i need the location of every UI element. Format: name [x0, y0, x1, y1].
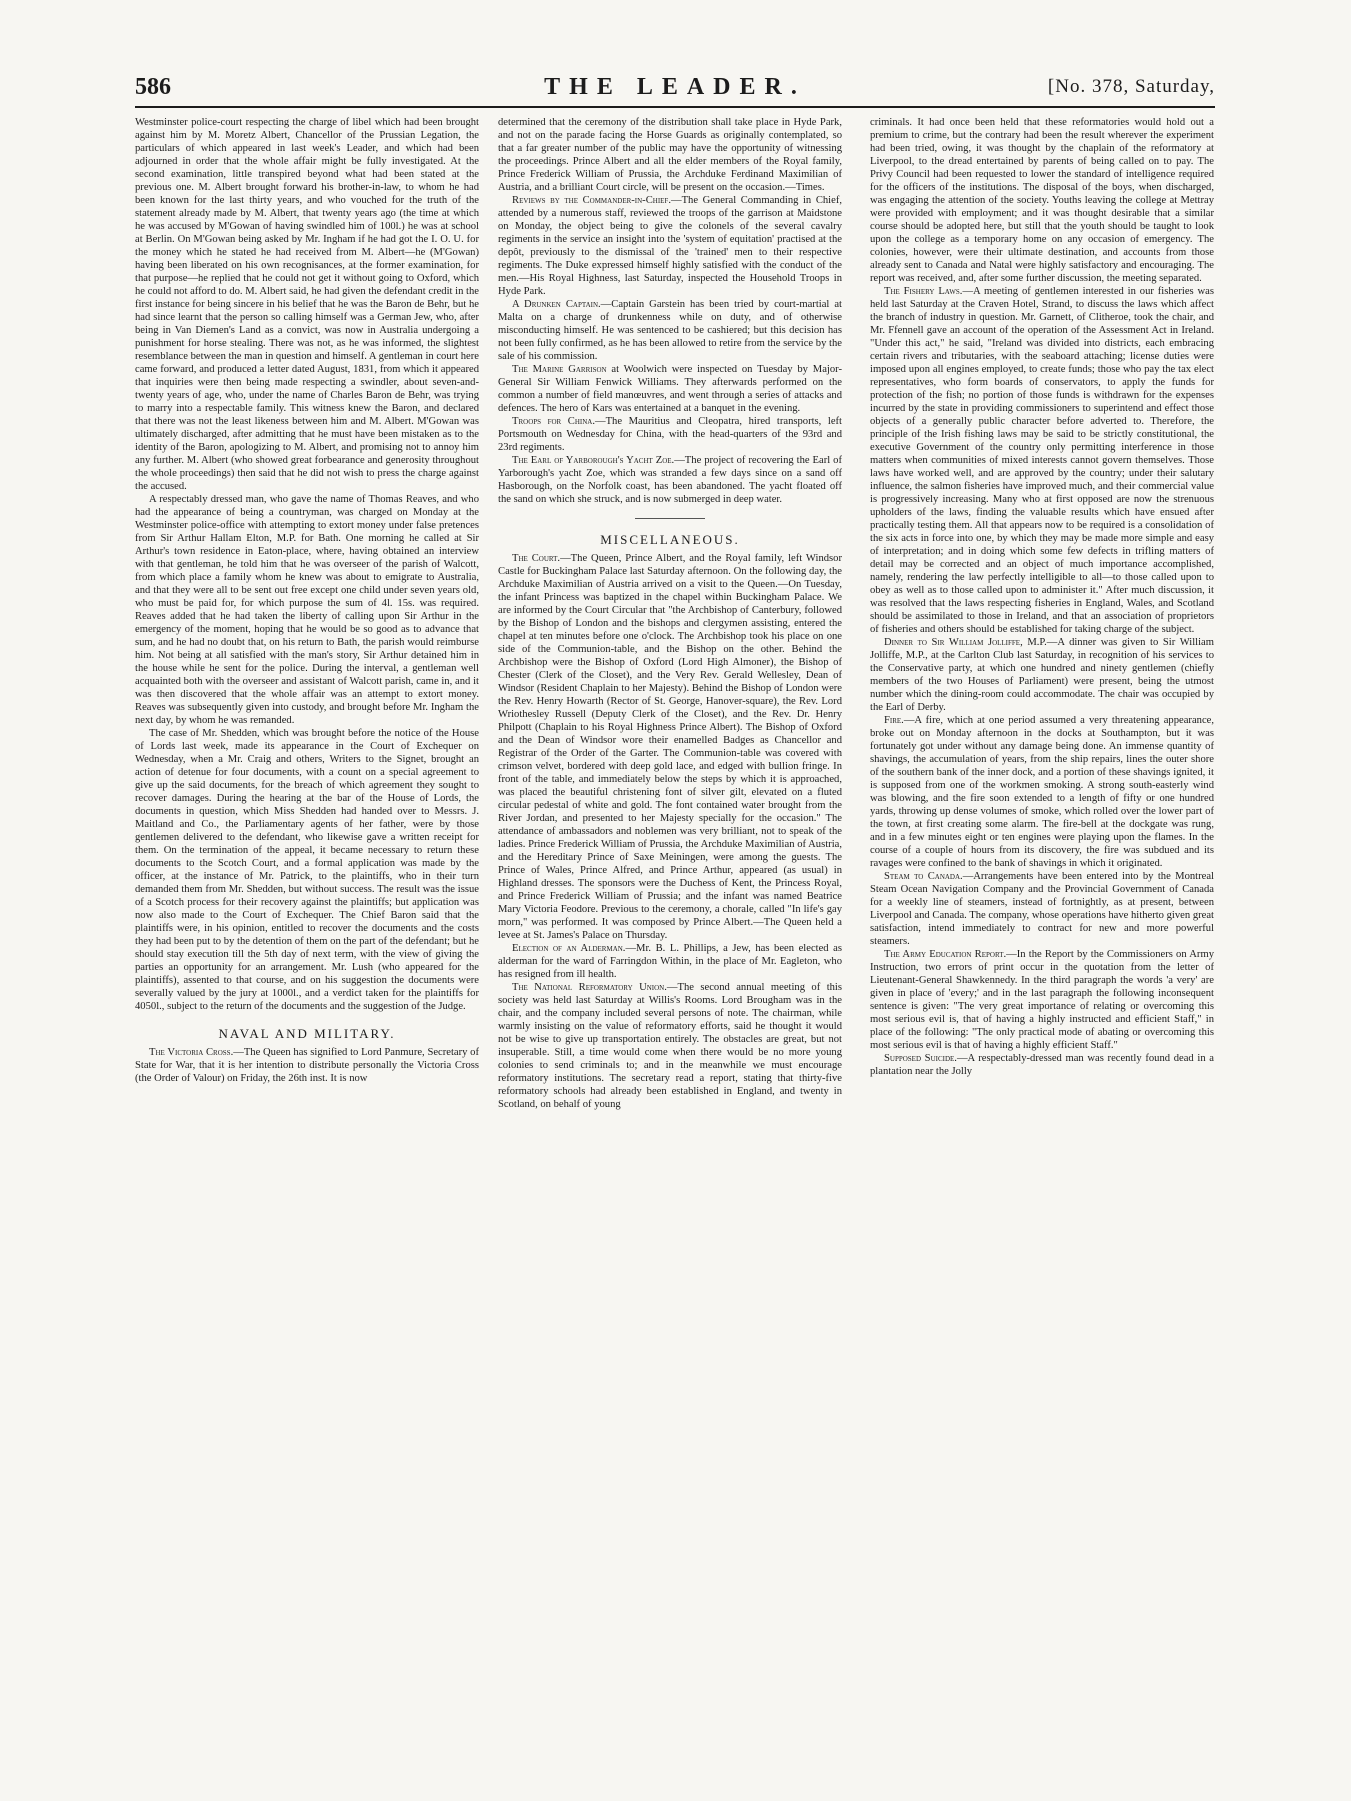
- page-number: 586: [135, 74, 171, 100]
- section-heading: NAVAL AND MILITARY.: [218, 1026, 396, 1041]
- article-text: A respectably dressed man, who gave the name of Thomas Reaves, and who had the appearance of being a countryman, was charged on Monday at the Westminster police-office with attempting to extort money under false pretences from Sir Arthur Hallam Elton, M.P. for Bath. One morning he called at Sir Arthur's town residence in Eaton-place, where, having obtained an interview with that gentleman, he told him that he was overseer of the parish of Walcott, from which place a family whom he knew was about to emigrate to Australia, and that they were all to be sent out free except one child under seven years old, who must be paid for, for which purpose the sum of 4l. 15s. was required. Reaves added that he had taken the liberty of calling upon Sir Arthur in the emergency of the moment, hoping that he would be so good as to advance that sum, and he had no doubt that, on his return to Bath, the parish would reimburse him. Not being at all satisfied with the man's story, Sir Arthur detained him in the house while he sent for the police. During the interval, a gentleman well acquainted both with the overseer and assistant of Walcott parish, came in, and it was then discovered that the whole affair was an attempt to extort money. Reaves was subsequently given into custody, and brought before Mr. Ingham the next day, by whom he was remanded.: [135, 494, 479, 726]
- article-paragraph: [498, 454, 842, 506]
- article-paragraph: [498, 194, 842, 298]
- article-text: —The second annual meeting of this society was held last Saturday at Willis's Rooms. Lord Brougham was in the chair, and the company included several persons of note. The chairman, while warmly insisting on the value of reformatory efforts, said he thought it would not be wise to give up transportation entirely. The obstacles are great, but not insuperable. Still, a time would come when there would be no more young colonies to send criminals to; and in the meanwhile we must encourage reformatory institutions. The secretary read a report, stating that thirty-five reformatory schools had already been established in England, and twenty in Scotland, on behalf of young: [498, 982, 842, 1110]
- article-lead: Election of an Alderman.: [512, 943, 626, 954]
- article-text: —The Mauritius and Cleopatra, hired transports, left Portsmouth on Wednesday for China, with the head-quarters of the 93rd and 23rd regiments.: [498, 416, 842, 453]
- article-text: —The Queen, Prince Albert, and the Royal family, left Windsor Castle for Buckingham Palace last Saturday afternoon. On the following day, the Archduke Maximilian of Austria arrived on a visit to the Queen.—On Tuesday, the infant Princess was baptized in the chapel within Buckingham Palace. We are informed by the Court Circular that "the Archbishop of Canterbury, followed by the Bishop of London and the bishops and clergymen assisting, entered the chapel at ten minutes before one o'clock. The Archbishop took his place on one side of the Communion-table, and the Bishop on the other. Behind the Archbishop were the Bishop of Oxford (Lord High Almoner), the Bishop of Chester (Clerk of the Closet), and the Very Rev. Gerald Wellesley, Dean of Windsor (Resident Chaplain to her Majesty). Behind the Bishop of London were the Rev. Henry Howarth (Rector of St. George, Hanover-square), the Rev. Lord Wriothesley Russell (Deputy Clerk of the Closet), and the Rev. Dr. Henry Philpott (Chaplain to his Royal Highness Prince Albert). The Bishop of Oxford and the Dean of Windsor wore their enamelled Badges as Chancellor and Registrar of the Order of the Garter. The Communion-table was covered with crimson velvet, bordered with deep gold lace, and edged with bullion fringe. In front of the table, and immediately below the steps by which it is approached, was placed the beautiful christening font of silver gilt, elevated on a fluted circular pedestal of white and gold. The font contained water brought from the River Jordan, and presented to her Majesty specially for the occasion." The attendance of ambassadors and noblemen was very brilliant, not to speak of the ladies. Prince Frederick William of Prussia, the Archduke Maximilian of Austria, and the Hereditary Prince of Saxe Meiningen, were among the guests. The Prince of Wales, Prince Alfred, and Prince Arthur, appeared (as usual) in Highland dresses. The sponsors were the Duchess of Kent, the Princess Royal, and Prince Frederick William of Prussia; and the infant was named Beatrice Mary Victoria Feodore. Previous to the ceremony, a chorale, called "In life's gay morn," was performed. It was composed by Prince Albert.—The Queen held a levee at St. James's Palace on Thursday.: [498, 553, 842, 941]
- masthead: [135, 74, 1215, 104]
- article-paragraph: [498, 298, 842, 363]
- article-paragraph: [498, 363, 842, 415]
- article-lead: The Earl of Yarborough's Yacht Zoe.: [512, 455, 675, 466]
- article-lead: Dinner to Sir William Jolliffe, M.P.: [884, 637, 1047, 648]
- article-lead: Supposed Suicide.: [884, 1053, 957, 1064]
- article-lead: The Victoria Cross.: [149, 1047, 234, 1058]
- article-text: —A respectably-dressed man was recently found dead in a plantation near the Jolly: [870, 1053, 1214, 1077]
- article-lead: Fire.: [884, 715, 904, 726]
- article-lead: The National Reformatory Union.: [512, 982, 667, 993]
- article-lead: The Court.: [512, 553, 561, 564]
- article-lead: Reviews by the Commander-in-Chief.: [512, 195, 671, 206]
- section-divider: [635, 518, 705, 519]
- article-text: —The project of recovering the Earl of Yarborough's yacht Zoe, which was stranded a few days since on a sand off Hasborough, on the Norfolk coast, has been abandoned. The yacht floated off the sand on which she struck, and is now submerged in deep water.: [498, 455, 842, 505]
- article-paragraph: [498, 415, 842, 454]
- article-lead: Steam to Canada.: [884, 871, 963, 882]
- article-paragraph: [135, 1046, 479, 1085]
- article-text: —A fire, which at one period assumed a very threatening appearance, broke out on Monday afternoon in the docks at Southampton, but it was fortunately got under without any damage being done. An immense quantity of shavings, the accumulation of years, from the ship repairs, lines the outer shore of the southern bank of the inner dock, and a portion of these shavings ignited, it is supposed from one of the workmen smoking. A strong south-easterly wind was blowing, and the fire soon extended to a length of fifty or one hundred yards, throwing up dense volumes of smoke, which rolled over the lower part of the town, at first creating some alarm. The fire-bell at the dockgate was rung, and in a few minutes eight or ten engines were playing upon the flames. In the course of a couple of hours from its discovery, the fire was subdued and its ravages were confined to the bank of shavings in which it originated.: [870, 715, 1214, 869]
- article-text: Westminster police-court respecting the charge of libel which had been brought against him by M. Moretz Albert, Chancellor of the Prussian Legation, the particulars of which appeared in last week's Leader, and which had been adjourned in order that the whole affair might be fully investigated. At the second examination, little transpired beyond what had been stated at the previous one. M. Albert brought forward his brother-in-law, to whom he had been known for the last thirty years, and who vouched for the truth of the statement already made by M. Albert, that twenty years ago (the time at which he was accused by M'Gowan of having swindled him of 100l.) he was at school at Berlin. On M'Gowan being asked by Mr. Ingham if he had got the I. O. U. for the money which he stated he had received from M. Albert—he (M'Gowan) having been liberated on his own recognisances, at the former examination, for that purpose—he replied that he could not get it without going to Oxford, which he could not afford to do. M. Albert said, he had given the defendant credit in the first instance for being sincere in his belief that he was the Baron de Behr, but he had since learnt that the person so calling himself was a German Jew, who, after being in Van Diemen's Land as a convict, was now in Australia undergoing a punishment for horse stealing. There was not, as he was informed, the slightest resemblance between the man in question and himself. A gentleman in court here came forward, and produced a letter dated August, 1831, from which it appeared that inquiries were then being made respecting a swindler, about seven-and-twenty years of age, who, under the name of Charles Baron de Behr, was trying to marry into a respectable family. This witness knew the Baron, and declared that there was not the least likeness between him and M. Albert. M'Gowan was ultimately discharged, after admitting that he must have been mistaken as to the identity of the Baron, apologizing to M. Albert, and promising not to annoy him any further. M. Albert (who showed great forbearance and generosity throughout the whole proceedings) then said that he did not wish to press the charge against the accused.: [135, 117, 479, 492]
- article-text: —The Queen has signified to Lord Panmure, Secretary of State for War, that it is her intention to distribute personally the Victoria Cross (the Order of Valour) on Friday, the 26th inst. It is now: [135, 1047, 479, 1084]
- article-text: —In the Report by the Commissioners on Army Instruction, two errors of print occur in the quotation from the letter of Lieutenant-General Shawkennedy. In the third paragraph the words 'a very' are given in place of 'every;' and in the last paragraph the following inconsequent sentence is given: "The very great importance of relating or overcoming this most serious evil is, that of having a highly instructed and efficient Staff," in place of the following: "The only practical mode of abating or overcoming this most serious evil is that of having a highly efficient Staff.": [870, 949, 1214, 1051]
- column-2: [498, 116, 842, 1776]
- article-paragraph: [498, 981, 842, 1111]
- article-text: —Arrangements have been entered into by the Montreal Steam Ocean Navigation Company and the Provincial Government of Canada for a weekly line of steamers, instead of fortnightly, as at present, between Liverpool and Canada. The company, whose operations have hitherto given great satisfaction, intend immediately to contract for new and more powerful steamers.: [870, 871, 1214, 947]
- article-text: —Mr. B. L. Phillips, a Jew, has been elected as alderman for the ward of Farringdon Within, in the place of Mr. Eagleton, who has resigned from ill health.: [498, 943, 842, 980]
- article-paragraph: [498, 552, 842, 942]
- article-text: criminals. It had once been held that these reformatories would hold out a premium to crime, but the contrary had been the result wherever the experiment had been tried, owing, it was thought by the chaplain of the reformatory at Liverpool, to the dread entertained by parents of being called on to pay. The Privy Council had been requested to lower the standard of intelligence required for the officers of the institutions. The disposal of the boys, when discharged, was engaging the attention of the society. Youths leaving the college at Mettray were provided with employment; and it was thought desirable that a similar course should be adopted here, but still that the youth should be taught to look upon the college as a temporary home on any occasion of emergency. The colonies, however, were their ultimate destination, and accounts from those already sent to Canada and Natal were highly satisfactory and encouraging. The report was received, and, after some further discussion, the meeting separated.: [870, 117, 1214, 284]
- article-paragraph: [870, 636, 1214, 714]
- article-lead: The Fishery Laws.: [884, 286, 963, 297]
- column-3: [870, 116, 1214, 1776]
- article-text: —A meeting of gentlemen interested in our fisheries was held last Saturday at the Craven Hotel, Strand, to discuss the laws which affect the branch of industry in question. Mr. Garnett, of Clitheroe, took the chair, and Mr. Ffennell gave an account of the operation of the Assessment Act in Ireland. "Under this act," he said, "Ireland was divided into districts, each embracing certain rivers and tributaries, with the seaboard attaching; license duties were imposed upon all engines employed, to create funds; those who pay the tax elect representatives, who form boards of conservators, to apply the funds for protection of the fish; no portion of those funds is withdrawn for the expenses incurred by the state in providing commissioners to superintend and effect those objects of a generally public character before adverted to. Therefore, the principle of the Irish fishing laws may be said to be strictly constitutional, the executive Government of the country only permitting interference in those matters when communities of mixed interests cannot govern themselves. Those laws have worked well, and are approved by the country; under their salutary influence, the salmon fisheries have improved much, and their commercial value is progressively increasing. Many who at first opposed are now the strenuous upholders of the laws, finding the valuable results which have ensued after practically testing them. All that appears now to be required is a consolidation of the six acts in force into one, by which they may be made more simple and easy of interpretation; and in doing which some few defects in trifling matters of detail may be corrected and an object of much importance accomplished, namely, rendering the law perfectly intelligible to all—to those called upon to obey as well as to those called upon to administer it." After much discussion, it was resolved that the laws respecting fisheries in England, Wales, and Scotland should be assimilated to those in Ireland, and that an association of proprietors of fisheries and others should be established for taking charge of the subject.: [870, 286, 1214, 635]
- column-1: [135, 116, 479, 1776]
- article-text: —A dinner was given to Sir William Jolliffe, M.P., at the Carlton Club last Saturday, in recognition of his services to the Conservative party, at which one hundred and ninety gentlemen (chiefly members of the two Houses of Parliament) were present, being the utmost number which the dining-room could accommodate. The chair was occupied by the Earl of Derby.: [870, 637, 1214, 713]
- article-lead: Troops for China.: [512, 416, 595, 427]
- article-paragraph: [870, 714, 1214, 870]
- article-text: determined that the ceremony of the distribution shall take place in Hyde Park, and not on the parade facing the Horse Guards as originally contemplated, so that a far greater number of the public may have the opportunity of witnessing the proceedings. Prince Albert and all the elder members of the Royal family, Prince Frederick William of Prussia, the Archduke Ferdinand Maximilian of Austria, and a brilliant Court circle, will be present on the occasion.—Times.: [498, 117, 842, 193]
- article-paragraph: [870, 285, 1214, 636]
- article-text: The case of Mr. Shedden, which was brought before the notice of the House of Lords last week, made its appearance in the Court of Exchequer on Wednesday, when a Mr. Craig and others, Writers to the Signet, brought an action of detenue for four documents, with a count on a special agreement to give up the said documents, for the breach of which agreement they sought to recover damages. During the hearing at the bar of the House of Lords, the documents in question, which Miss Shedden had handed over to Messrs. J. Maitland and Co., the Parliamentary agents of her father, were by those gentlemen delivered to the defendant, who likewise gave a written receipt for them. On the termination of the appeal, it became necessary to return these documents to the Scotch Court, and a formal application was made by the officer, at the instance of Mr. Patrick, to the plaintiffs, who in their turn demanded them from Mr. Shedden, but without success. The result was the issue of a Scotch process for their recovery against the plaintiffs; but application was now also made to the Court of Exchequer. The Chief Baron said that the plaintiffs were, in his opinion, entitled to recover the documents and the costs they had been put to by the detention of them on the part of the defendant; but he should stay execution till the 5th day of next term, with the view of giving the parties an opportunity for an arrangement. Mr. Lush (who appeared for the plaintiffs), assented to that course, and on his suggestion the documents were severally valued by the jury at 1000l., and a verdict taken for the plaintiffs for 4050l., subject to the return of the documents and the suggestion of the Judge.: [135, 728, 479, 1012]
- article-paragraph: [870, 948, 1214, 1052]
- issue-number: [No. 378, Saturday,: [1047, 76, 1215, 97]
- article-paragraph: [498, 942, 842, 981]
- article-paragraph: [870, 870, 1214, 948]
- article-text: —Captain Garstein has been tried by court-martial at Malta on a charge of drunkenness while on duty, and of otherwise misconducting himself. He was sentenced to be cashiered; but this decision has not been fully confirmed, as he has been allowed to retire from the service by the sale of his commission.: [498, 299, 842, 362]
- article-lead: A Drunken Captain.: [512, 299, 601, 310]
- newspaper-title: THE LEADER.: [544, 74, 806, 100]
- section-heading: MISCELLANEOUS.: [600, 532, 740, 547]
- article-text: at Woolwich were inspected on Tuesday by Major-General Sir William Fenwick Williams. They afterwards performed on the common a number of field manœuvres, and went through a series of attacks and defences. The hero of Kars was entertained at a banquet in the evening.: [498, 364, 842, 414]
- masthead-rule: [135, 106, 1215, 108]
- article-text: —The General Commanding in Chief, attended by a numerous staff, reviewed the troops of the garrison at Maidstone on Monday, the object being to give the colonels of the several cavalry regiments in the service an insight into the 'system of equitation' practised at the depôt, previously to the dismissal of the 'trained' men to their respective regiments. The Duke expressed himself highly satisfied with the conduct of the men.—His Royal Highness, last Saturday, inspected the Household Troops in Hyde Park.: [498, 195, 842, 297]
- article-paragraph: [870, 1052, 1214, 1078]
- article-lead: The Army Education Report.: [884, 949, 1007, 960]
- article-lead: The Marine Garrison: [512, 364, 607, 375]
